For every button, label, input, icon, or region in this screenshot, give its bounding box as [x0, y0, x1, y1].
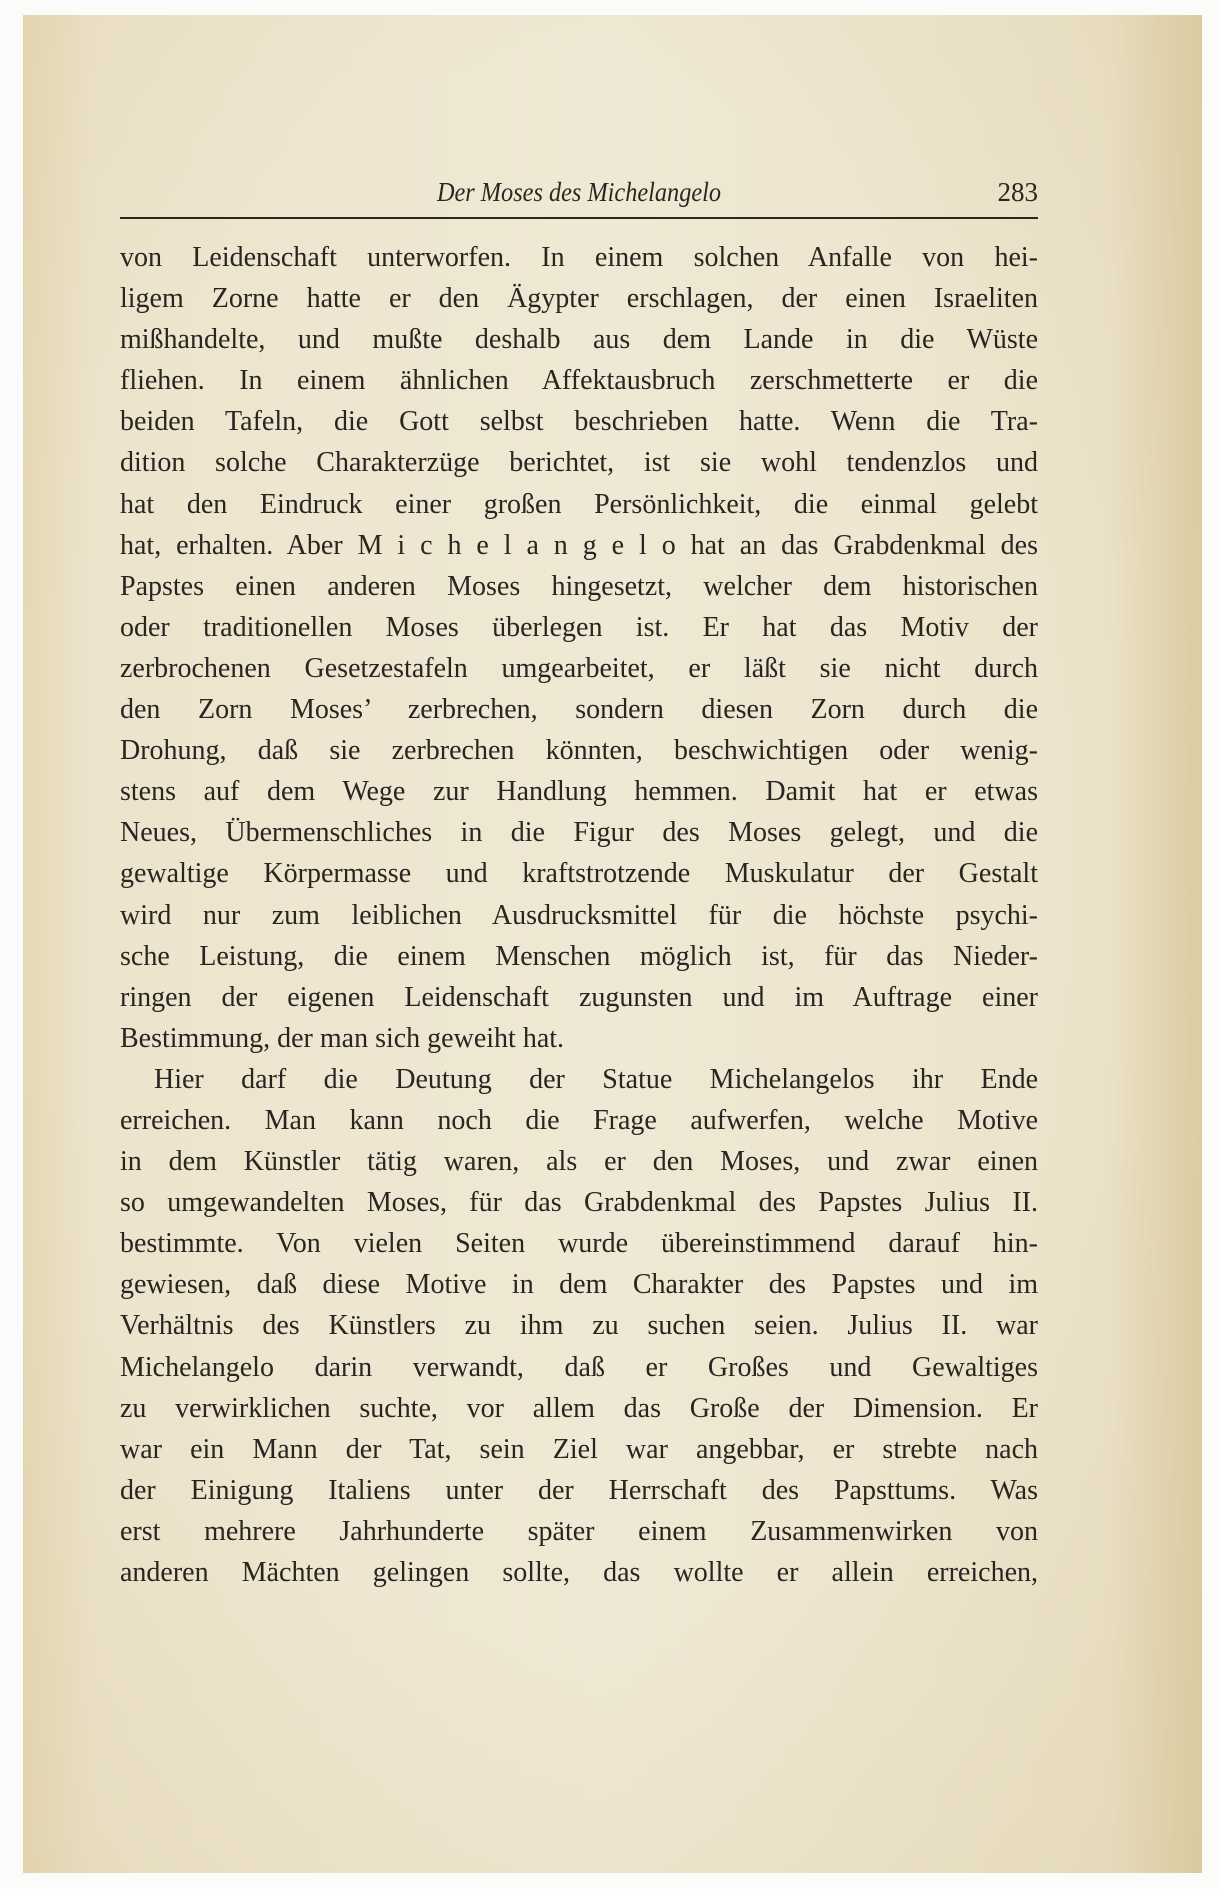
- text-line: oder traditionellen Moses überlegen ist. Er hat das Motiv der: [120, 611, 1038, 643]
- text-line: Papstes einen anderen Moses hingesetzt, welcher dem historischen: [120, 570, 1038, 602]
- text-line: Michelangelo darin verwandt, daß er Großes und Gewaltiges: [120, 1351, 1038, 1383]
- running-title: Der Moses des Michelangelo: [436, 177, 722, 207]
- text-line: dition solche Charakterzüge berichtet, ist sie wohl tendenzlos und: [120, 447, 1038, 479]
- text-line: Verhältnis des Künstlers zu ihm zu suchen seien. Julius II. war: [120, 1310, 1038, 1342]
- text-line: Neues, Übermenschliches in die Figur des Moses gelegt, und die: [120, 817, 1038, 849]
- text-line: stens auf dem Wege zur Handlung hemmen. Damit hat er etwas: [120, 776, 1038, 808]
- text-line: von Leidenschaft unterworfen. In einem solchen Anfalle von hei-: [120, 242, 1038, 273]
- text-line: Bestimmung, der man sich geweiht hat.: [120, 1022, 565, 1054]
- text-line: erst mehrere Jahrhunderte später einem Zusammenwirken von: [120, 1515, 1038, 1547]
- text-line: mißhandelte, und mußte deshalb aus dem Lande in die Wüste: [120, 324, 1038, 356]
- text-line: fliehen. In einem ähnlichen Affektausbruch zerschmetterte er die: [120, 365, 1038, 397]
- text-line: beiden Tafeln, die Gott selbst beschrieben hatte. Wenn die Tra-: [120, 406, 1038, 438]
- body-text: [120, 237, 1038, 1593]
- book-page: [23, 15, 1202, 1873]
- text-line: wird nur zum leiblichen Ausdrucksmittel für die höchste psychi-: [120, 899, 1038, 931]
- text-line: der Einigung Italiens unter der Herrschaft des Papsttums. Was: [120, 1474, 1038, 1506]
- text-line: hat, erhalten. Aber M i c h e l a n g e l o hat an das Grabdenkmal des: [120, 529, 1038, 561]
- text-line: anderen Mächten gelingen sollte, das wollte er allein erreichen,: [120, 1557, 1038, 1588]
- text-line: hat den Eindruck einer großen Persönlichkeit, die einmal gelebt: [120, 488, 1038, 520]
- text-line: sche Leistung, die einem Menschen möglich ist, für das Nieder-: [120, 940, 1038, 972]
- text-line: Hier darf die Deutung der Statue Michelangelos ihr Ende: [154, 1063, 1038, 1095]
- text-line: ligem Zorne hatte er den Ägypter erschlagen, der einen Israeliten: [120, 283, 1038, 315]
- text-line: gewiesen, daß diese Motive in dem Charakter des Papstes und im: [120, 1269, 1038, 1301]
- text-line: war ein Mann der Tat, sein Ziel war angebbar, er strebte nach: [120, 1433, 1038, 1465]
- text-line: zerbrochenen Gesetzestafeln umgearbeitet, er läßt sie nicht durch: [120, 652, 1038, 684]
- text-line: erreichen. Man kann noch die Frage aufwerfen, welche Motive: [120, 1104, 1038, 1136]
- text-line: ringen der eigenen Leidenschaft zugunsten und im Auftrage einer: [120, 981, 1038, 1013]
- text-line: in dem Künstler tätig waren, als er den Moses, und zwar einen: [120, 1146, 1038, 1178]
- text-line: zu verwirklichen suchte, vor allem das Große der Dimension. Er: [120, 1392, 1038, 1424]
- text-line: bestimmte. Von vielen Seiten wurde übereinstimmend darauf hin-: [120, 1228, 1038, 1260]
- text-line: gewaltige Körpermasse und kraftstrotzende Muskulatur der Gestalt: [120, 858, 1038, 890]
- page-number: 283: [997, 177, 1038, 207]
- running-header: [120, 175, 1038, 219]
- text-line: so umgewandelten Moses, für das Grabdenkmal des Papstes Julius II.: [120, 1187, 1038, 1219]
- text-line: den Zorn Moses’ zerbrechen, sondern diesen Zorn durch die: [120, 694, 1038, 726]
- text-line: Drohung, daß sie zerbrechen könnten, beschwichtigen oder wenig-: [120, 735, 1038, 767]
